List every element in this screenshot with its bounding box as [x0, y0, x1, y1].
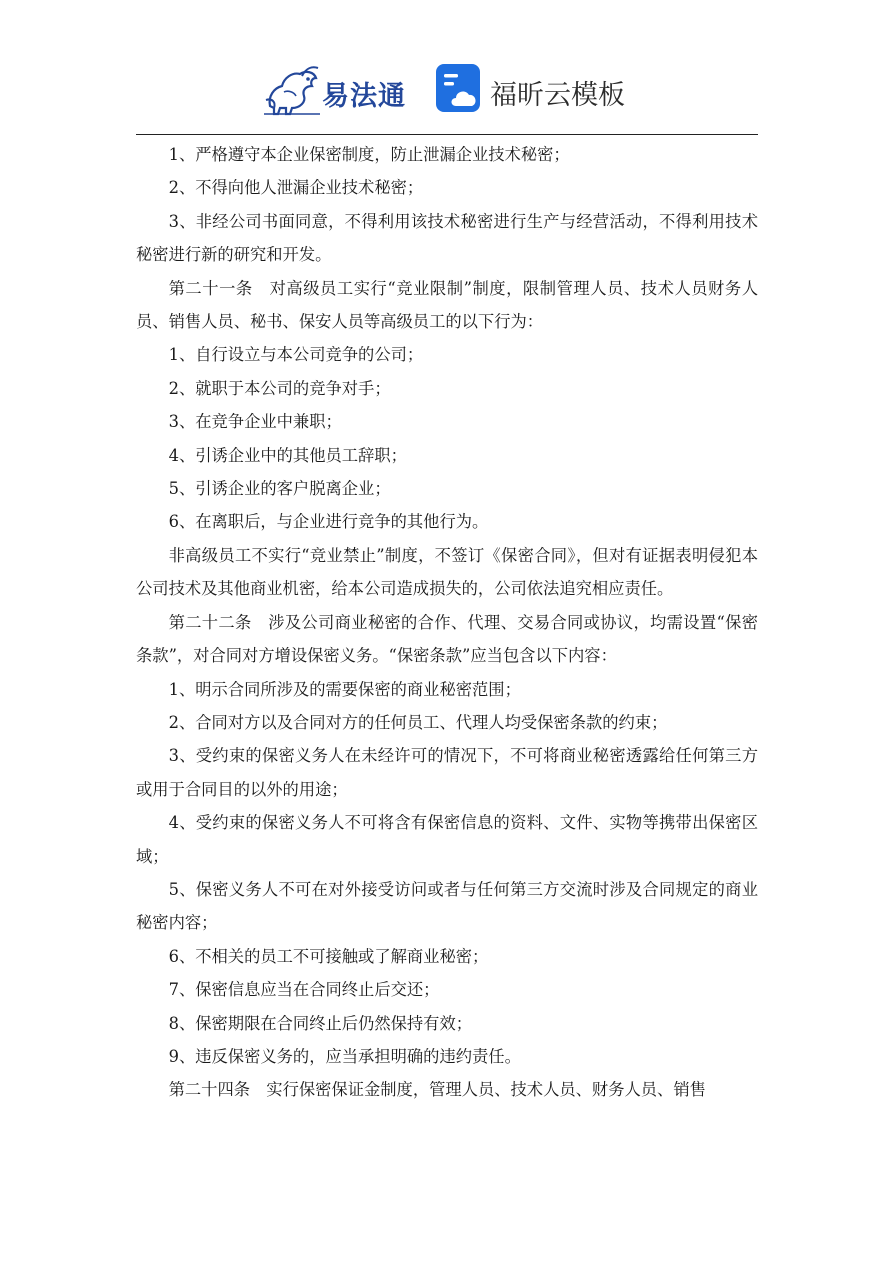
- paragraph: 2、就职于本公司的竞争对手；: [168, 378, 391, 398]
- paragraph: 4、受约束的保密义务人不可将含有保密信息的资料、文件、实物等携带出保密区域；: [136, 813, 758, 866]
- logo-left-text: 易法通: [322, 81, 406, 112]
- paragraph: 3、在竞争企业中兼职；: [168, 412, 342, 432]
- logo-right-text: 福昕云模板: [490, 80, 625, 111]
- paragraph: 2、不得向他人泄漏企业技术秘密；: [168, 178, 424, 198]
- article-24-paragraph: 第二十四条 实行保密保证金制度，管理人员、技术人员、财务人员、销售: [168, 1080, 706, 1100]
- paragraph: 3、受约束的保密义务人在未经许可的情况下，不可将商业秘密透露给任何第三方或用于合同目的以外的用途；: [136, 746, 758, 799]
- paragraph: 1、严格遵守本企业保密制度，防止泄漏企业技术秘密；: [168, 145, 570, 164]
- paragraph: 2、合同对方以及合同对方的任何员工、代理人均受保密条款的约束；: [168, 712, 668, 732]
- paragraph: 5、保密义务人不可在对外接受访问或者与任何第三方交流时涉及合同规定的商业秘密内容；: [136, 879, 758, 933]
- article-21-paragraph: 第二十一条 对高级员工实行“竞业限制”制度，限制管理人员、技术人员财务人员、销售人员、秘书、保安人员等高级员工的以下行为：: [136, 278, 758, 332]
- qilin-mascot-icon: [262, 62, 324, 118]
- fuxin-template-logo: [434, 60, 644, 120]
- cloud-document-icon: [434, 60, 486, 116]
- paragraph: 3、非经公司书面同意，不得利用该技术秘密进行生产与经营活动，不得利用技术秘密进行新的研究和开发。: [136, 211, 758, 265]
- paragraph: 6、在离职后，与企业进行竞争的其他行为。: [168, 512, 489, 532]
- paragraph: 5、引诱企业的客户脱离企业；: [168, 479, 391, 499]
- paragraph: 7、保密信息应当在合同终止后交还；: [168, 980, 440, 1000]
- paragraph: 9、违反保密义务的，应当承担明确的违约责任。: [168, 1046, 521, 1066]
- paragraph: 4、引诱企业中的其他员工辞职；: [168, 445, 407, 465]
- paragraph: 6、不相关的员工不可接触或了解商业秘密；: [168, 946, 489, 966]
- paragraph: 8、保密期限在合同终止后仍然保持有效；: [168, 1013, 473, 1033]
- article-22-paragraph: 第二十二条 涉及公司商业秘密的合作、代理、交易合同或协议，均需设置“保密条款”，对合同对方增设保密义务。“保密条款”应当包含以下内容：: [136, 612, 758, 666]
- document-body: [136, 138, 758, 1107]
- page-header: [0, 58, 893, 120]
- paragraph: 1、自行设立与本公司竞争的公司；: [168, 345, 424, 365]
- yifatong-logo: [262, 62, 416, 118]
- header-divider: [136, 134, 758, 135]
- paragraph: 非高级员工不实行“竞业禁止”制度，不签订《保密合同》，但对有证据表明侵犯本公司技术及其他商业机密，给本公司造成损失的，公司依法追究相应责任。: [136, 545, 758, 599]
- paragraph: 1、明示合同所涉及的需要保密的商业秘密范围；: [168, 679, 521, 699]
